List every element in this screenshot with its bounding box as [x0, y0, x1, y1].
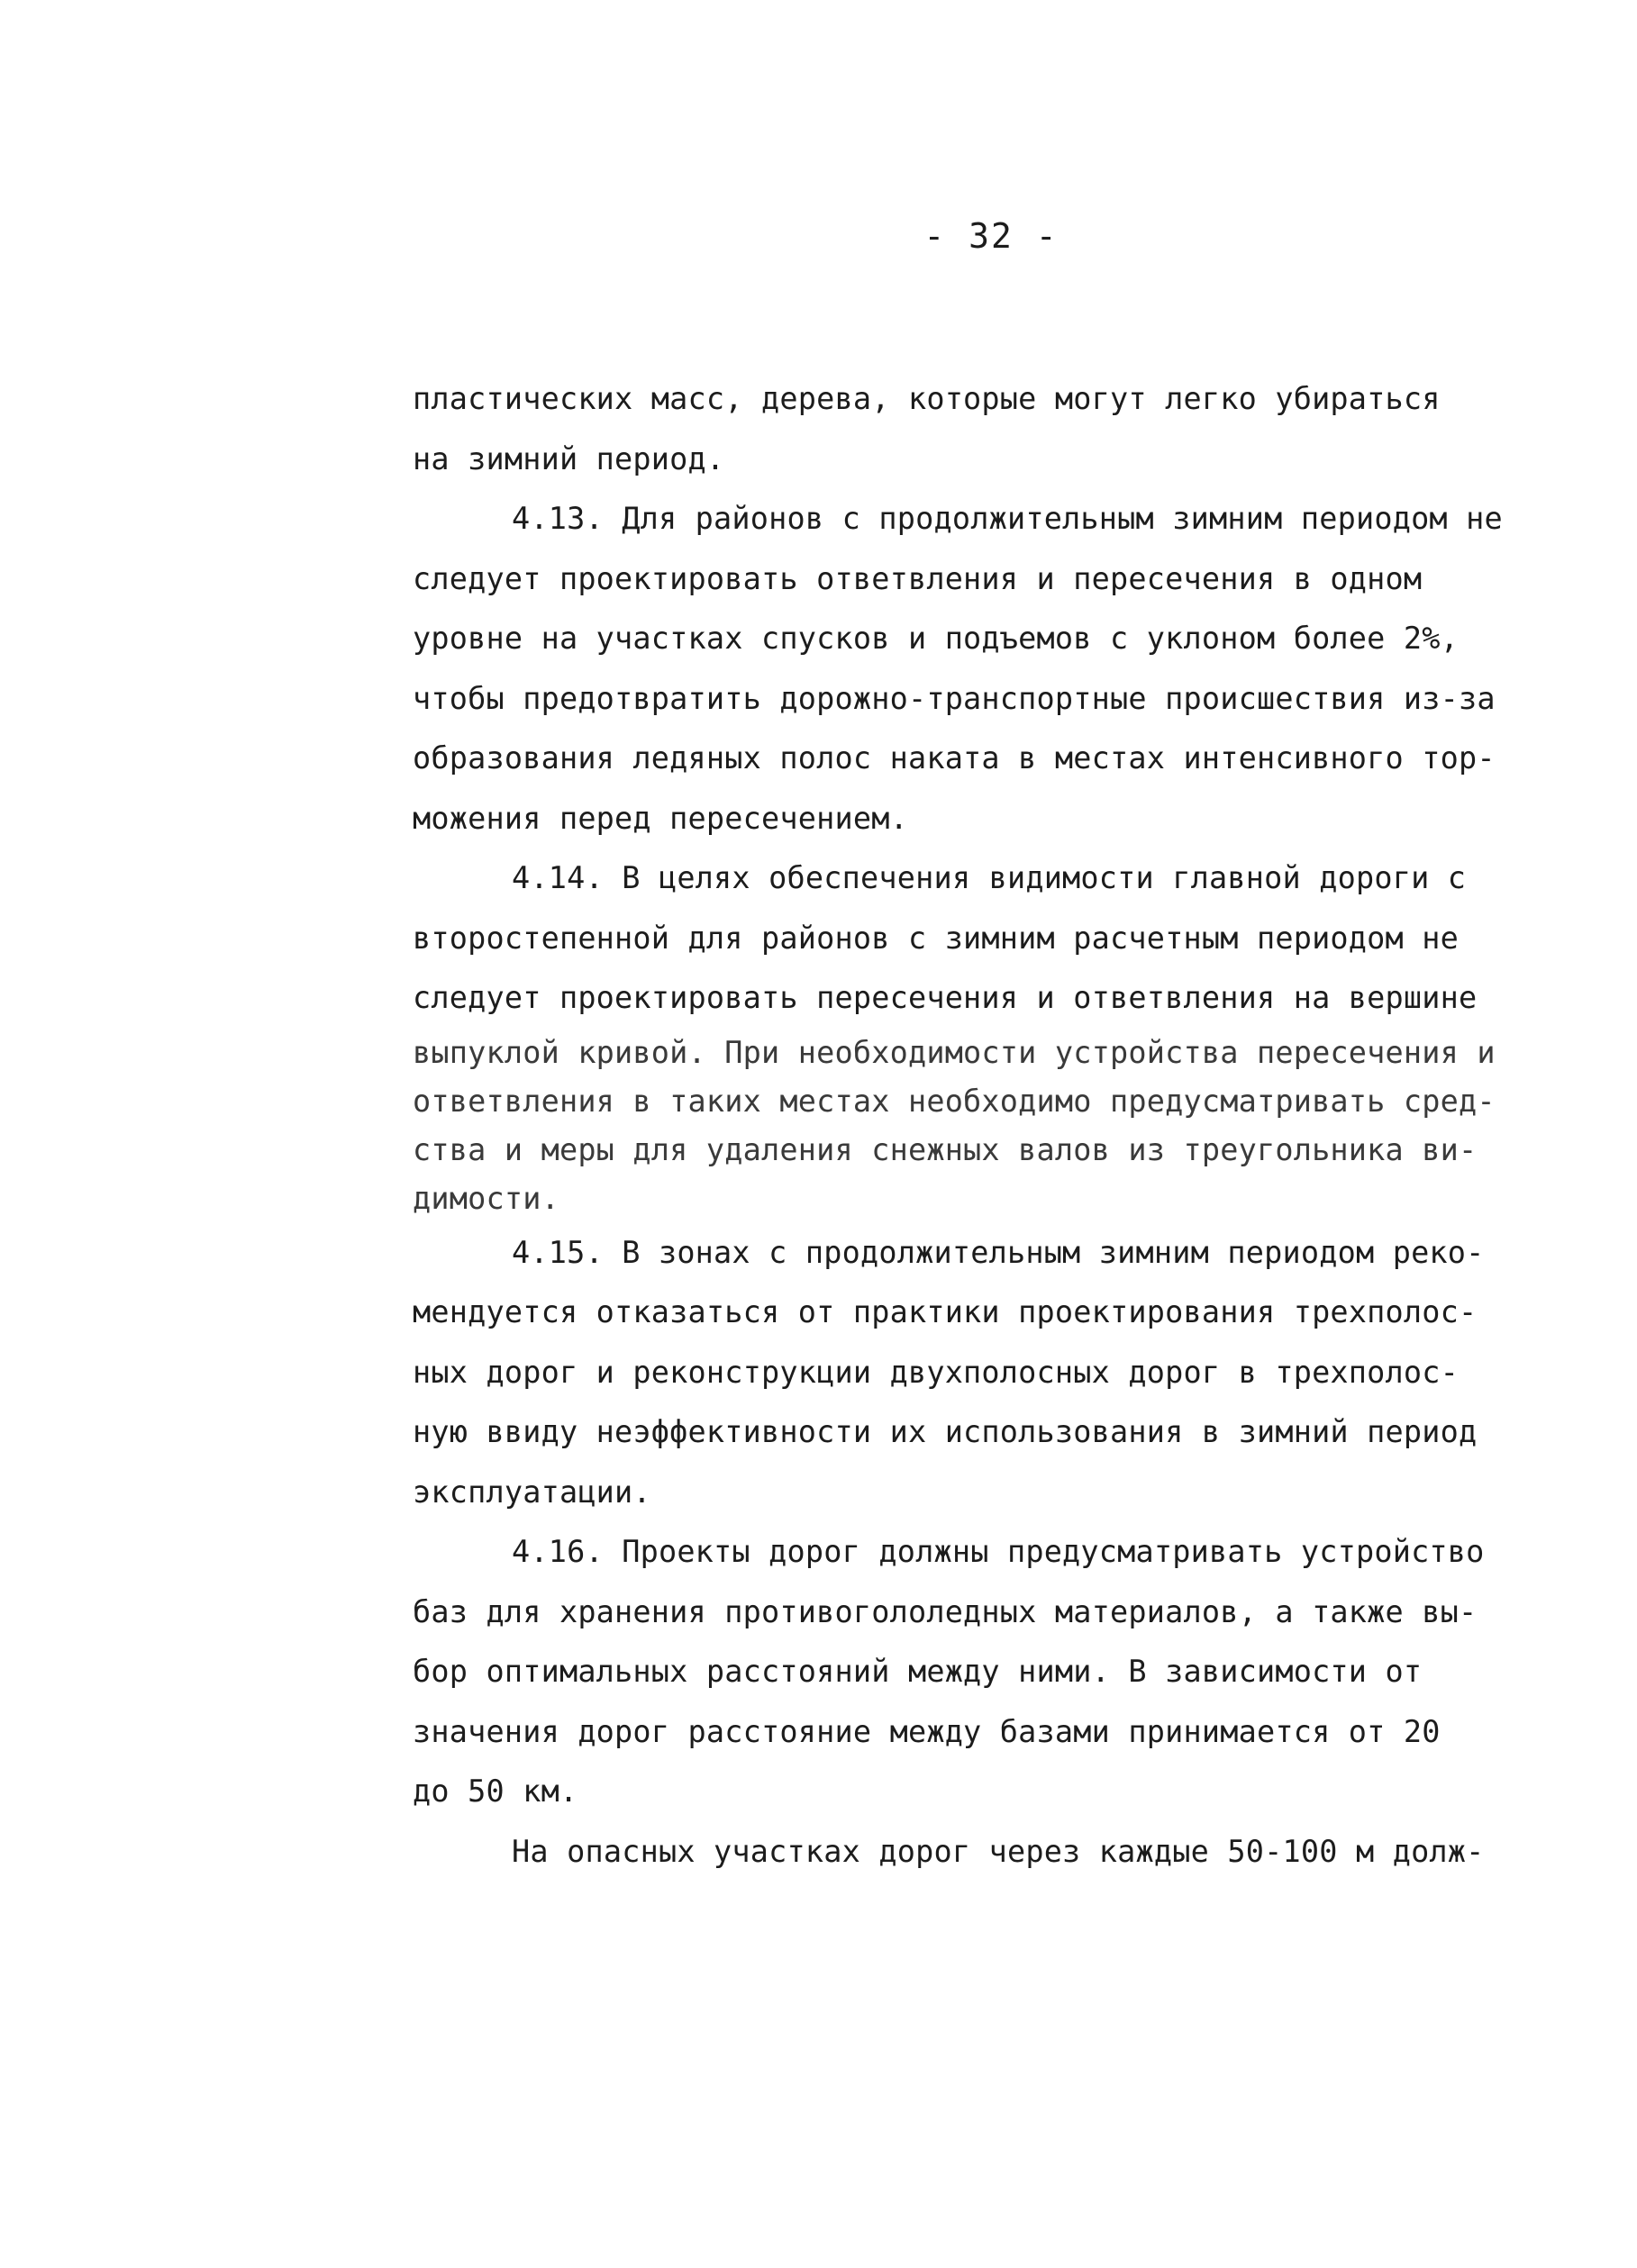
text-line: баз для хранения противогололедных материалов, а также вы-: [413, 1593, 1478, 1629]
text-line: значения дорог расстояние между базами принимается от 20: [413, 1713, 1441, 1749]
text-line: пластических масс, дерева, которые могут легко убираться: [413, 381, 1441, 416]
body-text: [413, 369, 1539, 1882]
text-line: образования ледяных полос наката в местах интенсивного тор-: [413, 740, 1496, 776]
text-line: димости.: [413, 1180, 559, 1216]
text-line: бор оптимальных расстояний между ними. В зависимости от: [413, 1654, 1423, 1689]
text-line: мендуется отказаться от практики проектирования трехполос-: [413, 1294, 1478, 1329]
text-line: до 50 км.: [413, 1774, 578, 1809]
text-line: следует проектировать пересечения и ответвления на вершине: [413, 980, 1478, 1015]
text-line: на зимний период.: [413, 440, 725, 476]
text-line: 4.13. Для районов с продолжительным зимним периодом не: [512, 501, 1503, 536]
text-line: ную ввиду неэффективности их использования в зимний период: [413, 1414, 1478, 1449]
text-line: эксплуатации.: [413, 1474, 651, 1510]
text-line: можения перед пересечением.: [413, 800, 908, 836]
text-line: ства и меры для удаления снежных валов из треугольника ви-: [413, 1131, 1478, 1167]
page-number: - 32 -: [923, 216, 1059, 256]
text-line: второстепенной для районов с зимним расчетным периодом не: [413, 920, 1460, 956]
text-line: ответвления в таких местах необходимо предусматривать сред-: [413, 1083, 1496, 1119]
text-line: 4.16. Проекты дорог должны предусматривать устройство: [512, 1534, 1485, 1569]
text-line: уровне на участках спусков и подъемов с уклоном более 2%,: [413, 621, 1460, 656]
text-line: следует проектировать ответвления и пересечения в одном: [413, 560, 1423, 596]
text-line: чтобы предотвратить дорожно-транспортные происшествия из-за: [413, 680, 1496, 716]
text-line: выпуклой кривой. При необходимости устройства пересечения и: [413, 1034, 1496, 1070]
text-line: На опасных участках дорог через каждые 50-100 м долж-: [512, 1833, 1485, 1869]
text-line: ных дорог и реконструкции двухполосных дорог в трехполос-: [413, 1354, 1460, 1390]
text-line: 4.14. В целях обеспечения видимости главной дороги с: [512, 860, 1467, 895]
text-line: 4.15. В зонах с продолжительным зимним периодом реко-: [512, 1234, 1485, 1270]
